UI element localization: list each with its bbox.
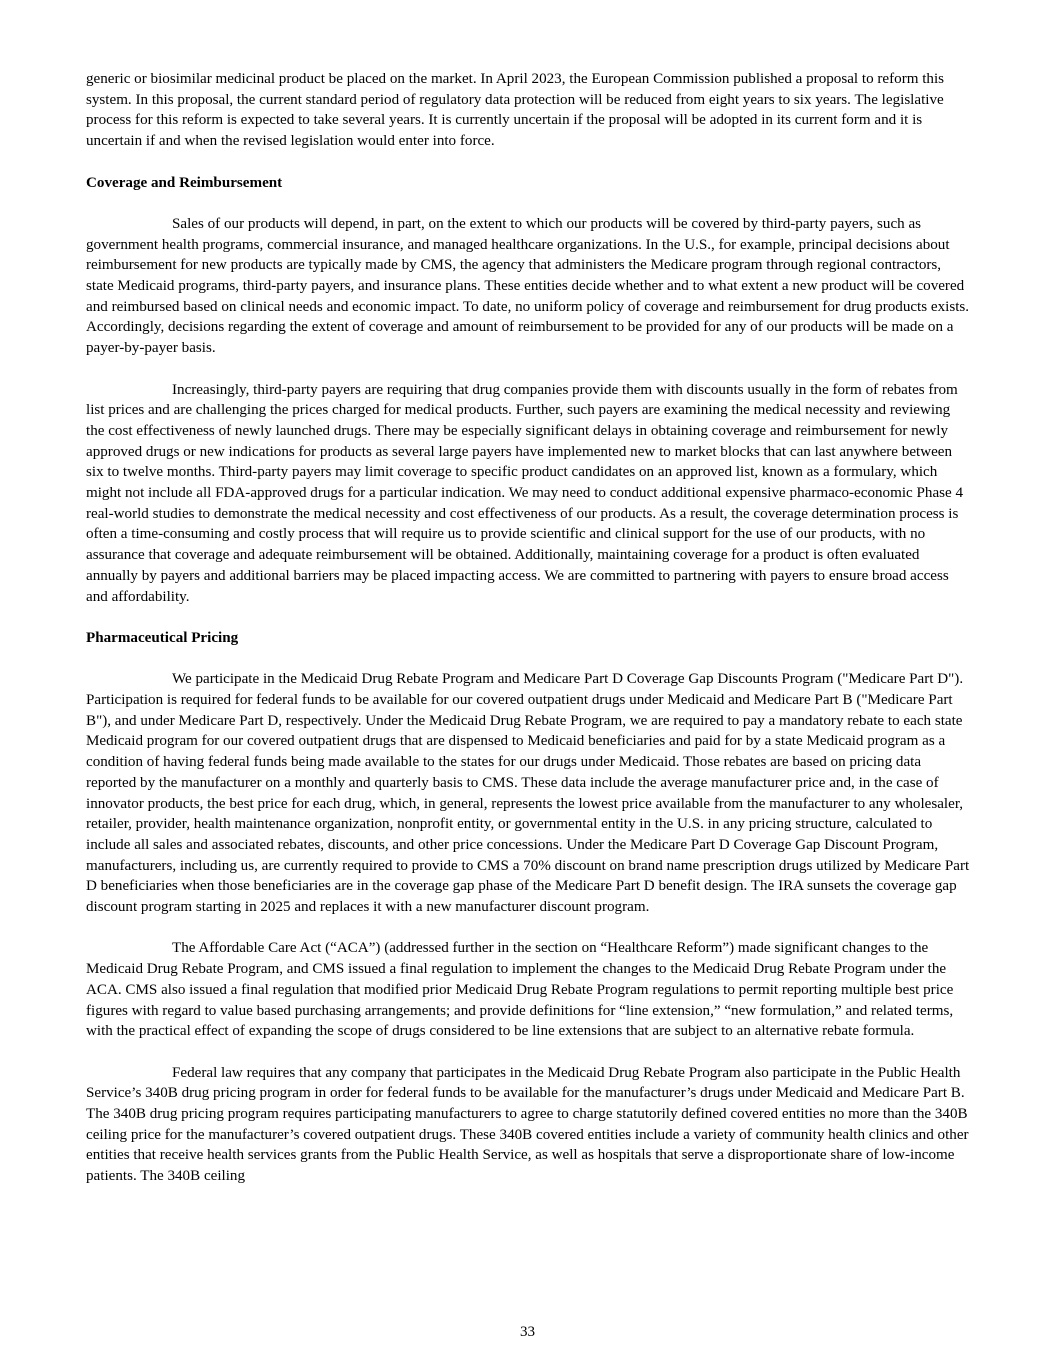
page-number: 33 (519, 1324, 536, 1340)
heading-coverage-and-reimbursement: Coverage and Reimbursement (86, 174, 283, 191)
paragraph-coverage-sales: Sales of our products will depend, in part, on the extent to which our products will be covered by third-party payers, such as government health programs, commercial insurance, and managed healthcare organizations. In the U.S., for example, principal decisions about reimbursement for new products are typically made by CMS, the agency that administers the Medicare program through regional contractors, state Medicaid programs, third-party payers, and insurance plans. These entities decide whether and to what extent a new product will be covered and reimbursed based on clinical needs and economic impact. To date, no uniform policy of coverage and reimbursement for drug products exists. Accordingly, decisions regarding the extent of coverage and amount of reimbursement to be provided for any of our products will be made on a payer-by-payer basis. (86, 215, 970, 357)
paragraph-third-party-payers: Increasingly, third-party payers are requiring that drug companies provide them with discounts usually in the form of rebates from list prices and are challenging the prices charged for medical products. Further, such payers are examining the medical necessity and reviewing the cost effectiveness of newly launched drugs. There may be especially significant delays in obtaining coverage and reimbursement for newly approved drugs or new indications for products as several large payers have implemented new to market blocks that can last anywhere between six to twelve months. Third-party payers may limit coverage to specific product candidates on an approved list, known as a formulary, which might not include all FDA-approved drugs for a particular indication. We may need to conduct additional expensive pharmaco-economic Phase 4 real-world studies to demonstrate the medical necessity and cost effectiveness of our products. As a result, the coverage determination process is often a time-consuming and costly process that will require us to provide scientific and clinical support for the use of our products, with no assurance that coverage and adequate reimbursement will be obtained. Additionally, maintaining coverage for a product is often evaluated annually by payers and additional barriers may be placed impacting access. We are committed to partnering with payers to ensure broad access and affordability. (86, 381, 964, 605)
paragraph-data-protection-reform: generic or biosimilar medicinal product be placed on the market. In April 2023, the European Commission published a proposal to reform this system. In this proposal, the current standard period of regulatory data protection will be reduced from eight years to six years. The legislative process for this reform is expected to take several years. It is currently uncertain if the proposal will be adopted in its current form and it is uncertain if and when the revised legislation would enter into force. (86, 71, 945, 150)
paragraph-medicaid-rebate-program: We participate in the Medicaid Drug Rebate Program and Medicare Part D Coverage Gap Discounts Program ("Medicare Part D"). Participation is required for federal funds to be available for our covered outpatient drugs under Medicaid and Medicare Part B ("Medicare Part B"), and under Medicare Part D, respectively. Under the Medicaid Drug Rebate Program, we are required to pay a mandatory rebate to each state Medicaid program for our covered outpatient drugs that are dispensed to Medicaid beneficiaries and paid for by a state Medicaid program as a condition of having federal funds being made available to the states for our drugs under Medicaid. Those rebates are based on pricing data reported by the manufacturer on a monthly and quarterly basis to CMS. These data include the average manufacturer price and, in the case of innovator products, the best price for each drug, which, in general, represents the lowest price available from the manufacturer to any wholesaler, retailer, provider, health maintenance organization, nonprofit entity, or governmental entity in the U.S. in any pricing structure, calculated to include all sales and associated rebates, discounts, and other price concessions. Under the Medicare Part D Coverage Gap Discount Program, manufacturers, including us, are currently required to provide to CMS a 70% discount on brand name prescription drugs utilized by Medicare Part D beneficiaries when those beneficiaries are in the coverage gap phase of the Medicare Part D benefit design. The IRA sunsets the coverage gap discount program starting in 2025 and replaces it with a new manufacturer discount program. (86, 671, 970, 916)
paragraph-affordable-care-act: The Affordable Care Act (“ACA”) (addressed further in the section on “Healthcare Reform”) made significant changes to the Medicaid Drug Rebate Program, and CMS issued a final regulation to implement the changes to the Medicaid Drug Rebate Program under the ACA. CMS also issued a final regulation that modified prior Medicaid Drug Rebate Program regulations to permit reporting multiple best price figures with regard to value based purchasing arrangements; and provide definitions for “line extension,” “new formulation,” and related terms, with the practical effect of expanding the scope of drugs considered to be line extensions that are subject to an alternative rebate formula. (86, 940, 954, 1040)
heading-pharmaceutical-pricing: Pharmaceutical Pricing (86, 629, 239, 646)
paragraph-340b-program: Federal law requires that any company that participates in the Medicaid Drug Rebate Program also participate in the Public Health Service’s 340B drug pricing program in order for federal funds to be available for the manufacturer’s drugs under Medicaid and Medicare Part B. The 340B drug pricing program requires participating manufacturers to agree to charge statutorily defined covered entities no more than the 340B ceiling price for the manufacturer’s covered outpatient drugs. These 340B covered entities include a variety of community health clinics and other entities that receive health services grants from the Public Health Service, as well as hospitals that serve a disproportionate share of low-income patients. The 340B ceiling (86, 1064, 969, 1185)
document-body (86, 69, 972, 1187)
